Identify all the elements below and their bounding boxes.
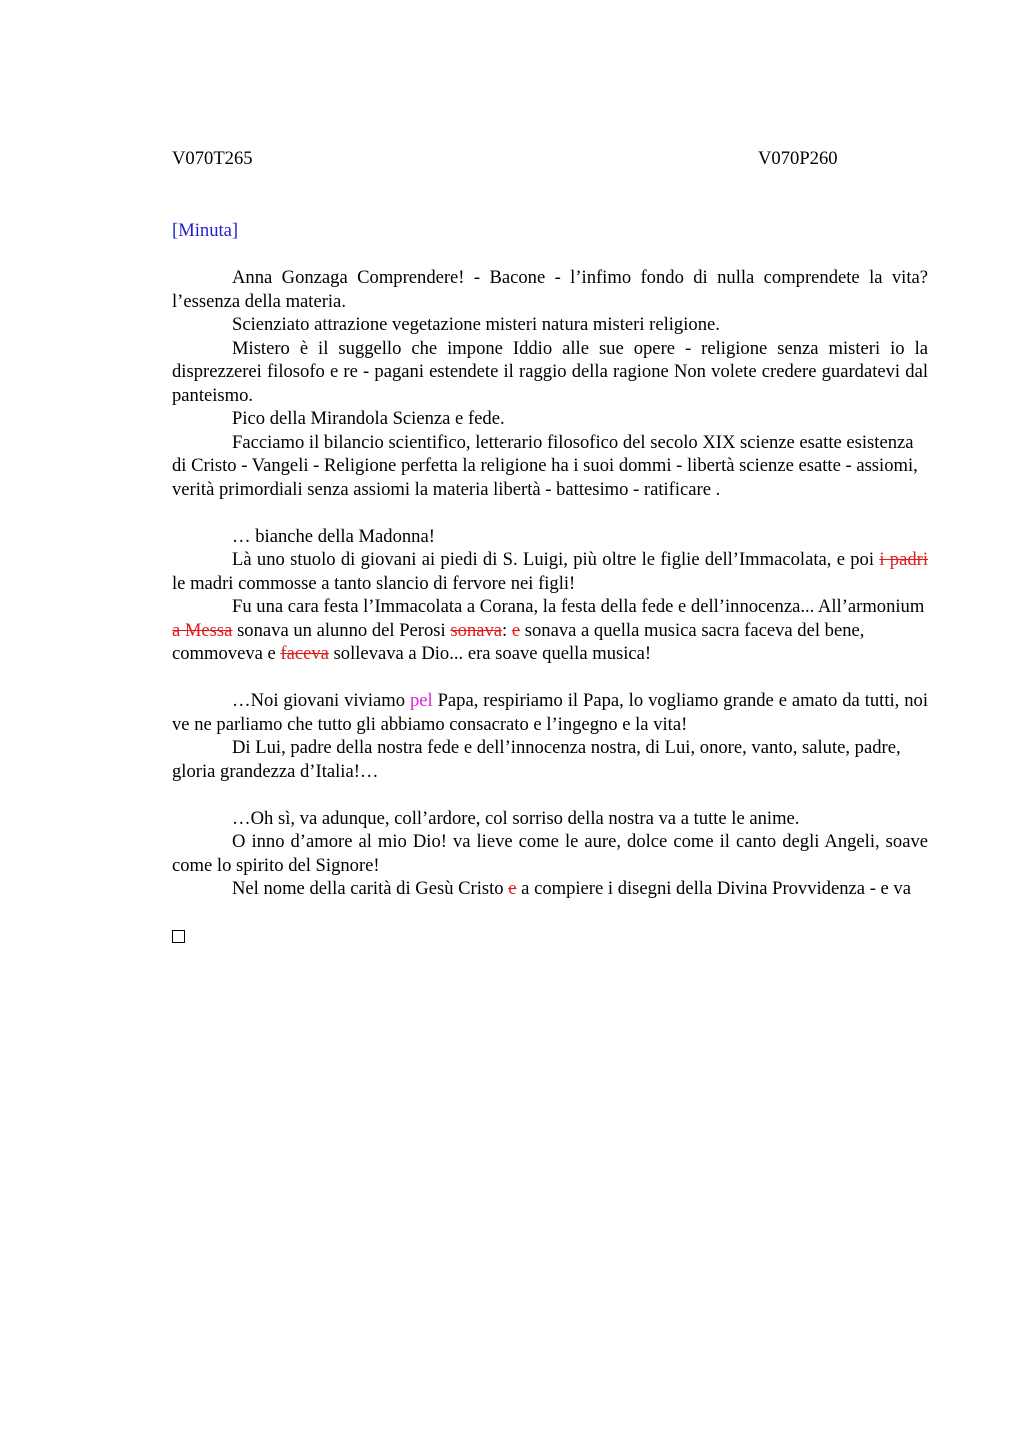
paragraph (172, 548, 928, 595)
paragraph: Mistero è il suggello che impone Iddio alle sue opere - religione senza misteri io la disprezzerei filosofo e re - pagani estendete il raggio della ragione Non volete credere guardatevi dal panteismo. (172, 337, 928, 406)
paragraph: Anna Gonzaga Comprendere! - Bacone - l’infimo fondo di nulla comprendete la vita? l’essenza della materia. (172, 267, 928, 312)
text-run: sonava un alunno del Perosi (232, 619, 451, 641)
text-run: …Noi giovani viviamo (232, 690, 410, 711)
paragraph: Pico della Mirandola Scienza e fede. (232, 408, 505, 429)
section-2 (172, 525, 928, 666)
text-run: Fu una cara festa l’Immacolata a Corana, la festa della fede e dell’innocenza... All’armonium (232, 596, 925, 617)
square-icon (172, 930, 185, 943)
document-page (172, 147, 928, 949)
paragraph (172, 689, 928, 736)
page-header (172, 147, 928, 171)
minuta-label: [Minuta] (172, 220, 239, 241)
text-run: le madri commosse a tanto slancio di fervore nei figli! (172, 572, 576, 594)
deleted-text: faceva (280, 643, 329, 664)
paragraph: …Oh sì, va adunque, coll’ardore, col sorriso della nostra va a tutte le anime. (232, 807, 800, 829)
paragraph: Facciamo il bilancio scientifico, letterario filosofico del secolo XIX scienze esatte esistenza di Cristo - Vangeli - Religione perfetta la religione ha i suoi dommi - libertà scienze esatte - assiomi, verità primordiali senza assiomi la materia libertà - battesimo - ratificare . (172, 431, 918, 500)
text-run: Là uno stuolo di giovani ai piedi di S. Luigi, più oltre le figlie dell’Immacolata, e poi (232, 549, 880, 570)
section-4 (172, 807, 928, 901)
section-1 (172, 266, 928, 501)
paragraph (172, 595, 928, 666)
deleted-text: a Messa (172, 619, 233, 641)
paragraph: O inno d’amore al mio Dio! va lieve come le aure, dolce come il canto degli Angeli, soave come lo spirito del Signore! (172, 831, 928, 876)
paragraph: … bianche della Madonna! (232, 525, 435, 547)
text-run: sonava a quella musica sacra faceva del bene, commoveva e (172, 619, 865, 664)
deleted-text: e (511, 619, 521, 641)
end-marker (172, 901, 928, 950)
highlighted-text: pel (409, 690, 433, 711)
document-code-left: V070T265 (172, 148, 253, 169)
text-run: sollevava a Dio... era soave quella musica! (328, 643, 652, 664)
section-3 (172, 689, 928, 783)
text-run: a compiere i disegni della Divina Provvidenza - e va (516, 878, 911, 899)
paragraph: Scienziato attrazione vegetazione misteri natura misteri religione. (232, 314, 720, 335)
deleted-text: e (508, 878, 517, 899)
paragraph: Di Lui, padre della nostra fede e dell’innocenza nostra, di Lui, onore, vanto, salute, padre, gloria grandezza d’Italia!… (172, 737, 901, 782)
deleted-text: i padri (879, 549, 928, 570)
text-run: Papa, respiriamo il Papa, lo vogliamo grande e amato da tutti, noi ve ne parliamo che tutto gli abbiamo consacrato e l’ingegno e la vita! (172, 690, 928, 735)
text-run: : (502, 619, 512, 641)
paragraph (172, 877, 928, 901)
text-run: Nel nome della carità di Gesù Cristo (232, 878, 509, 899)
document-code-right: V070P260 (758, 148, 838, 169)
deleted-text: sonava (450, 619, 502, 641)
